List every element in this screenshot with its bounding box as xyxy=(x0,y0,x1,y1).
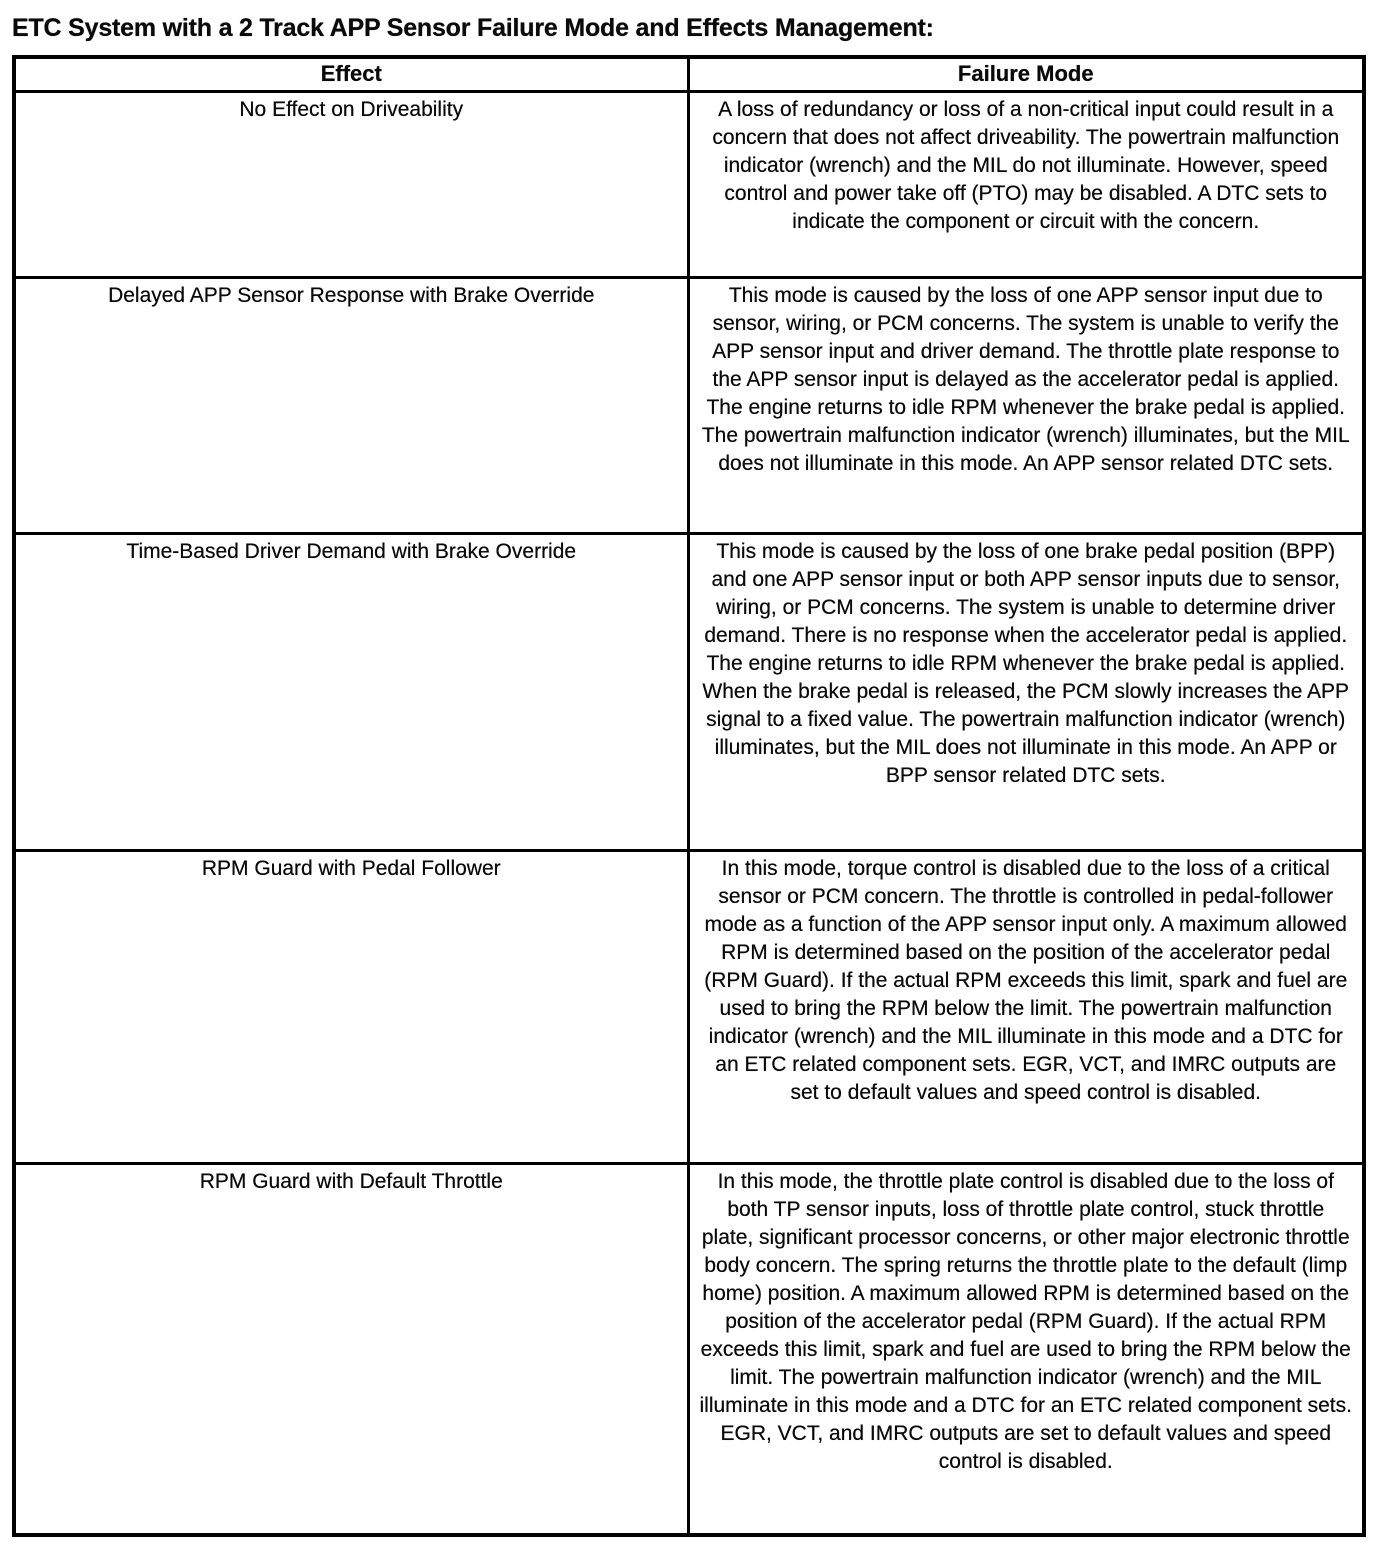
table-row xyxy=(14,91,1364,277)
column-header-failure-mode: Failure Mode xyxy=(688,57,1364,91)
effect-cell: Delayed APP Sensor Response with Brake Override xyxy=(14,277,688,533)
table-header-row xyxy=(14,57,1364,91)
failure-mode-cell: In this mode, torque control is disabled due to the loss of a critical sensor or PCM concern. The throttle is controlled in pedal-follower mode as a function of the APP sensor input only. A maximum allowed RPM is determined based on the position of the accelerator pedal (RPM Guard). If the actual RPM exceeds this limit, spark and fuel are used to bring the RPM below the limit. The powertrain malfunction indicator (wrench) and the MIL illuminate in this mode and a DTC for an ETC related component sets. EGR, VCT, and IMRC outputs are set to default values and speed control is disabled. xyxy=(688,850,1364,1163)
table-row xyxy=(14,277,1364,533)
table-row xyxy=(14,533,1364,850)
effect-cell: No Effect on Driveability xyxy=(14,91,688,277)
table-row xyxy=(14,1163,1364,1535)
failure-mode-cell: A loss of redundancy or loss of a non-critical input could result in a concern that does not affect driveability. The powertrain malfunction indicator (wrench) and the MIL do not illuminate. However, speed control and power take off (PTO) may be disabled. A DTC sets to indicate the component or circuit with the concern. xyxy=(688,91,1364,277)
failure-mode-effects-table xyxy=(12,55,1366,1537)
failure-mode-cell: This mode is caused by the loss of one brake pedal position (BPP) and one APP sensor input or both APP sensor inputs due to sensor, wiring, or PCM concerns. The system is unable to determine driver demand. There is no response when the accelerator pedal is applied. The engine returns to idle RPM whenever the brake pedal is applied. When the brake pedal is released, the PCM slowly increases the APP signal to a fixed value. The powertrain malfunction indicator (wrench) illuminates, but the MIL does not illuminate in this mode. An APP or BPP sensor related DTC sets. xyxy=(688,533,1364,850)
page-title: ETC System with a 2 Track APP Sensor Failure Mode and Effects Management: xyxy=(12,14,934,42)
table-row xyxy=(14,850,1364,1163)
effect-cell: RPM Guard with Default Throttle xyxy=(14,1163,688,1535)
failure-mode-cell: In this mode, the throttle plate control is disabled due to the loss of both TP sensor inputs, loss of throttle plate control, stuck throttle plate, significant processor concerns, or other major electronic throttle body concern. The spring returns the throttle plate to the default (limp home) position. A maximum allowed RPM is determined based on the position of the accelerator pedal (RPM Guard). If the actual RPM exceeds this limit, spark and fuel are used to bring the RPM below the limit. The powertrain malfunction indicator (wrench) and the MIL illuminate in this mode and a DTC for an ETC related component sets. EGR, VCT, and IMRC outputs are set to default values and speed control is disabled. xyxy=(688,1163,1364,1535)
effect-cell: Time-Based Driver Demand with Brake Override xyxy=(14,533,688,850)
failure-mode-cell: This mode is caused by the loss of one APP sensor input due to sensor, wiring, or PCM concerns. The system is unable to verify the APP sensor input and driver demand. The throttle plate response to the APP sensor input is delayed as the accelerator pedal is applied. The engine returns to idle RPM whenever the brake pedal is applied. The powertrain malfunction indicator (wrench) illuminates, but the MIL does not illuminate in this mode. An APP sensor related DTC sets. xyxy=(688,277,1364,533)
column-header-effect: Effect xyxy=(14,57,688,91)
effect-cell: RPM Guard with Pedal Follower xyxy=(14,850,688,1163)
